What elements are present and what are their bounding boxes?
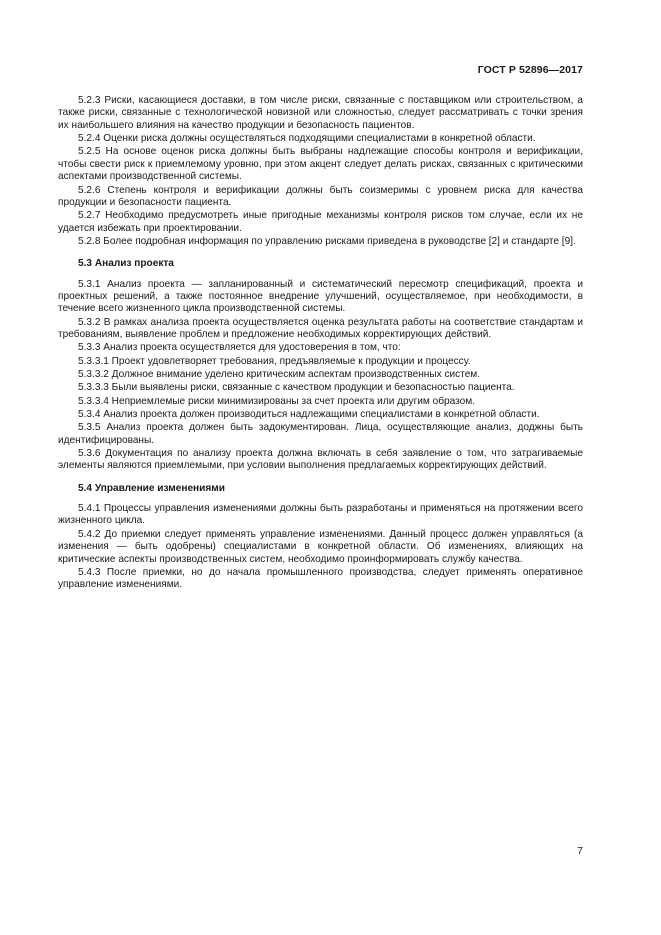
paragraph-5-4-3: 5.4.3 После приемки, но до начала промышленного производства, следует применять оперативное управление изменениями.: [58, 566, 583, 591]
paragraph-5-3-3-1: 5.3.3.1 Проект удовлетворяет требования, предъявляемые к продукции и процессу.: [78, 355, 471, 367]
document-body: [58, 95, 583, 593]
section-heading-5-3: 5.3 Анализ проекта: [78, 258, 174, 270]
paragraph-5-3-1: 5.3.1 Анализ проекта — запланированный и систематический пересмотр спецификаций, проекта и проектных решений, а также постоянное внедрение улучшений, осуществляемое, при необходимости, в течение всего жизненного цикла производственной системы.: [58, 278, 583, 315]
paragraph-5-3-2: 5.3.2 В рамках анализа проекта осуществляется оценка результата работы на соответствие стандартам и требованиям, выявление проблем и предложение необходимых корректирующих действий.: [58, 316, 583, 341]
paragraph-5-2-7: 5.2.7 Необходимо предусмотреть иные пригодные механизмы контроля рисков том случае, если их не удается избежать при проектировании.: [58, 210, 583, 234]
standard-designation: ГОСТ Р 52896—2017: [477, 64, 583, 76]
paragraph-5-3-3-4: 5.3.3.4 Неприемлемые риски минимизированы за счет проекта или другим образом.: [78, 395, 476, 407]
paragraph-5-4-1: 5.4.1 Процессы управления изменениями должны быть разработаны и применяться на протяжении всего жизненного цикла.: [58, 503, 583, 527]
paragraph-5-3-4: 5.3.4 Анализ проекта должен производиться надлежащими специалистами в конкретной области.: [78, 408, 540, 420]
paragraph-5-3-3: 5.3.3 Анализ проекта осуществляется для удостоверения в том, что:: [78, 342, 401, 354]
paragraph-5-3-5: 5.3.5 Анализ проекта должен быть задокументирован. Лица, осуществляющие анализ, доджны быть идентифицированы.: [58, 422, 583, 446]
paragraph-5-2-8: 5.2.8 Более подробная информация по управлению рисками приведена в руководстве [2] и стандарте [9].: [78, 235, 576, 247]
paragraph-5-3-3-3: 5.3.3.3 Были выявлены риски, связанные с качеством продукции и безопасностью пациента.: [78, 382, 515, 394]
paragraph-5-2-5: 5.2.5 На основе оценок риска должны быть выбраны надлежащие способы контроля и верификации, чтобы свести риск к приемлемому уровню, при этом акцент следует делать рисках, связанных с критическими аспектами производственной системы.: [58, 146, 583, 183]
page-number: 7: [577, 845, 583, 857]
paragraph-5-3-6: 5.3.6 Документация по анализу проекта должна включать в себя заявление о том, что затрагиваемые элементы являются приемлемыми, при условии выполнения предлагаемых корректирующих действий.: [58, 447, 583, 472]
paragraph-5-2-6: 5.2.6 Степень контроля и верификации должны быть соизмеримы с уровнем риска для качества продукции и безопасности пациента.: [58, 184, 583, 208]
paragraph-5-2-3: 5.2.3 Риски, касающиеся доставки, в том числе риски, связанные с поставщиком или строительством, а также риски, связанные с технологической новизной или сложностью, следует рассматривать с точки зрения их наибольшего влияния на качество продукции и безопасность пациентов.: [58, 95, 583, 131]
paragraph-5-3-3-2: 5.3.3.2 Должное внимание уделено критическим аспектам производственных систем.: [78, 369, 481, 381]
section-heading-5-4: 5.4 Управление изменениями: [78, 482, 225, 494]
paragraph-5-4-2: 5.4.2 До приемки следует применять управление изменениями. Данный процесс должен управляться (а изменения — быть одобрены) специалистами в конкретной области. Об изменениях, влияющих на критические аспекты производственных систем, необходимо проинформировать службу качества.: [58, 528, 583, 565]
paragraph-5-2-4: 5.2.4 Оценки риска должны осуществляться подходящими специалистами в конкретной области.: [78, 133, 536, 145]
